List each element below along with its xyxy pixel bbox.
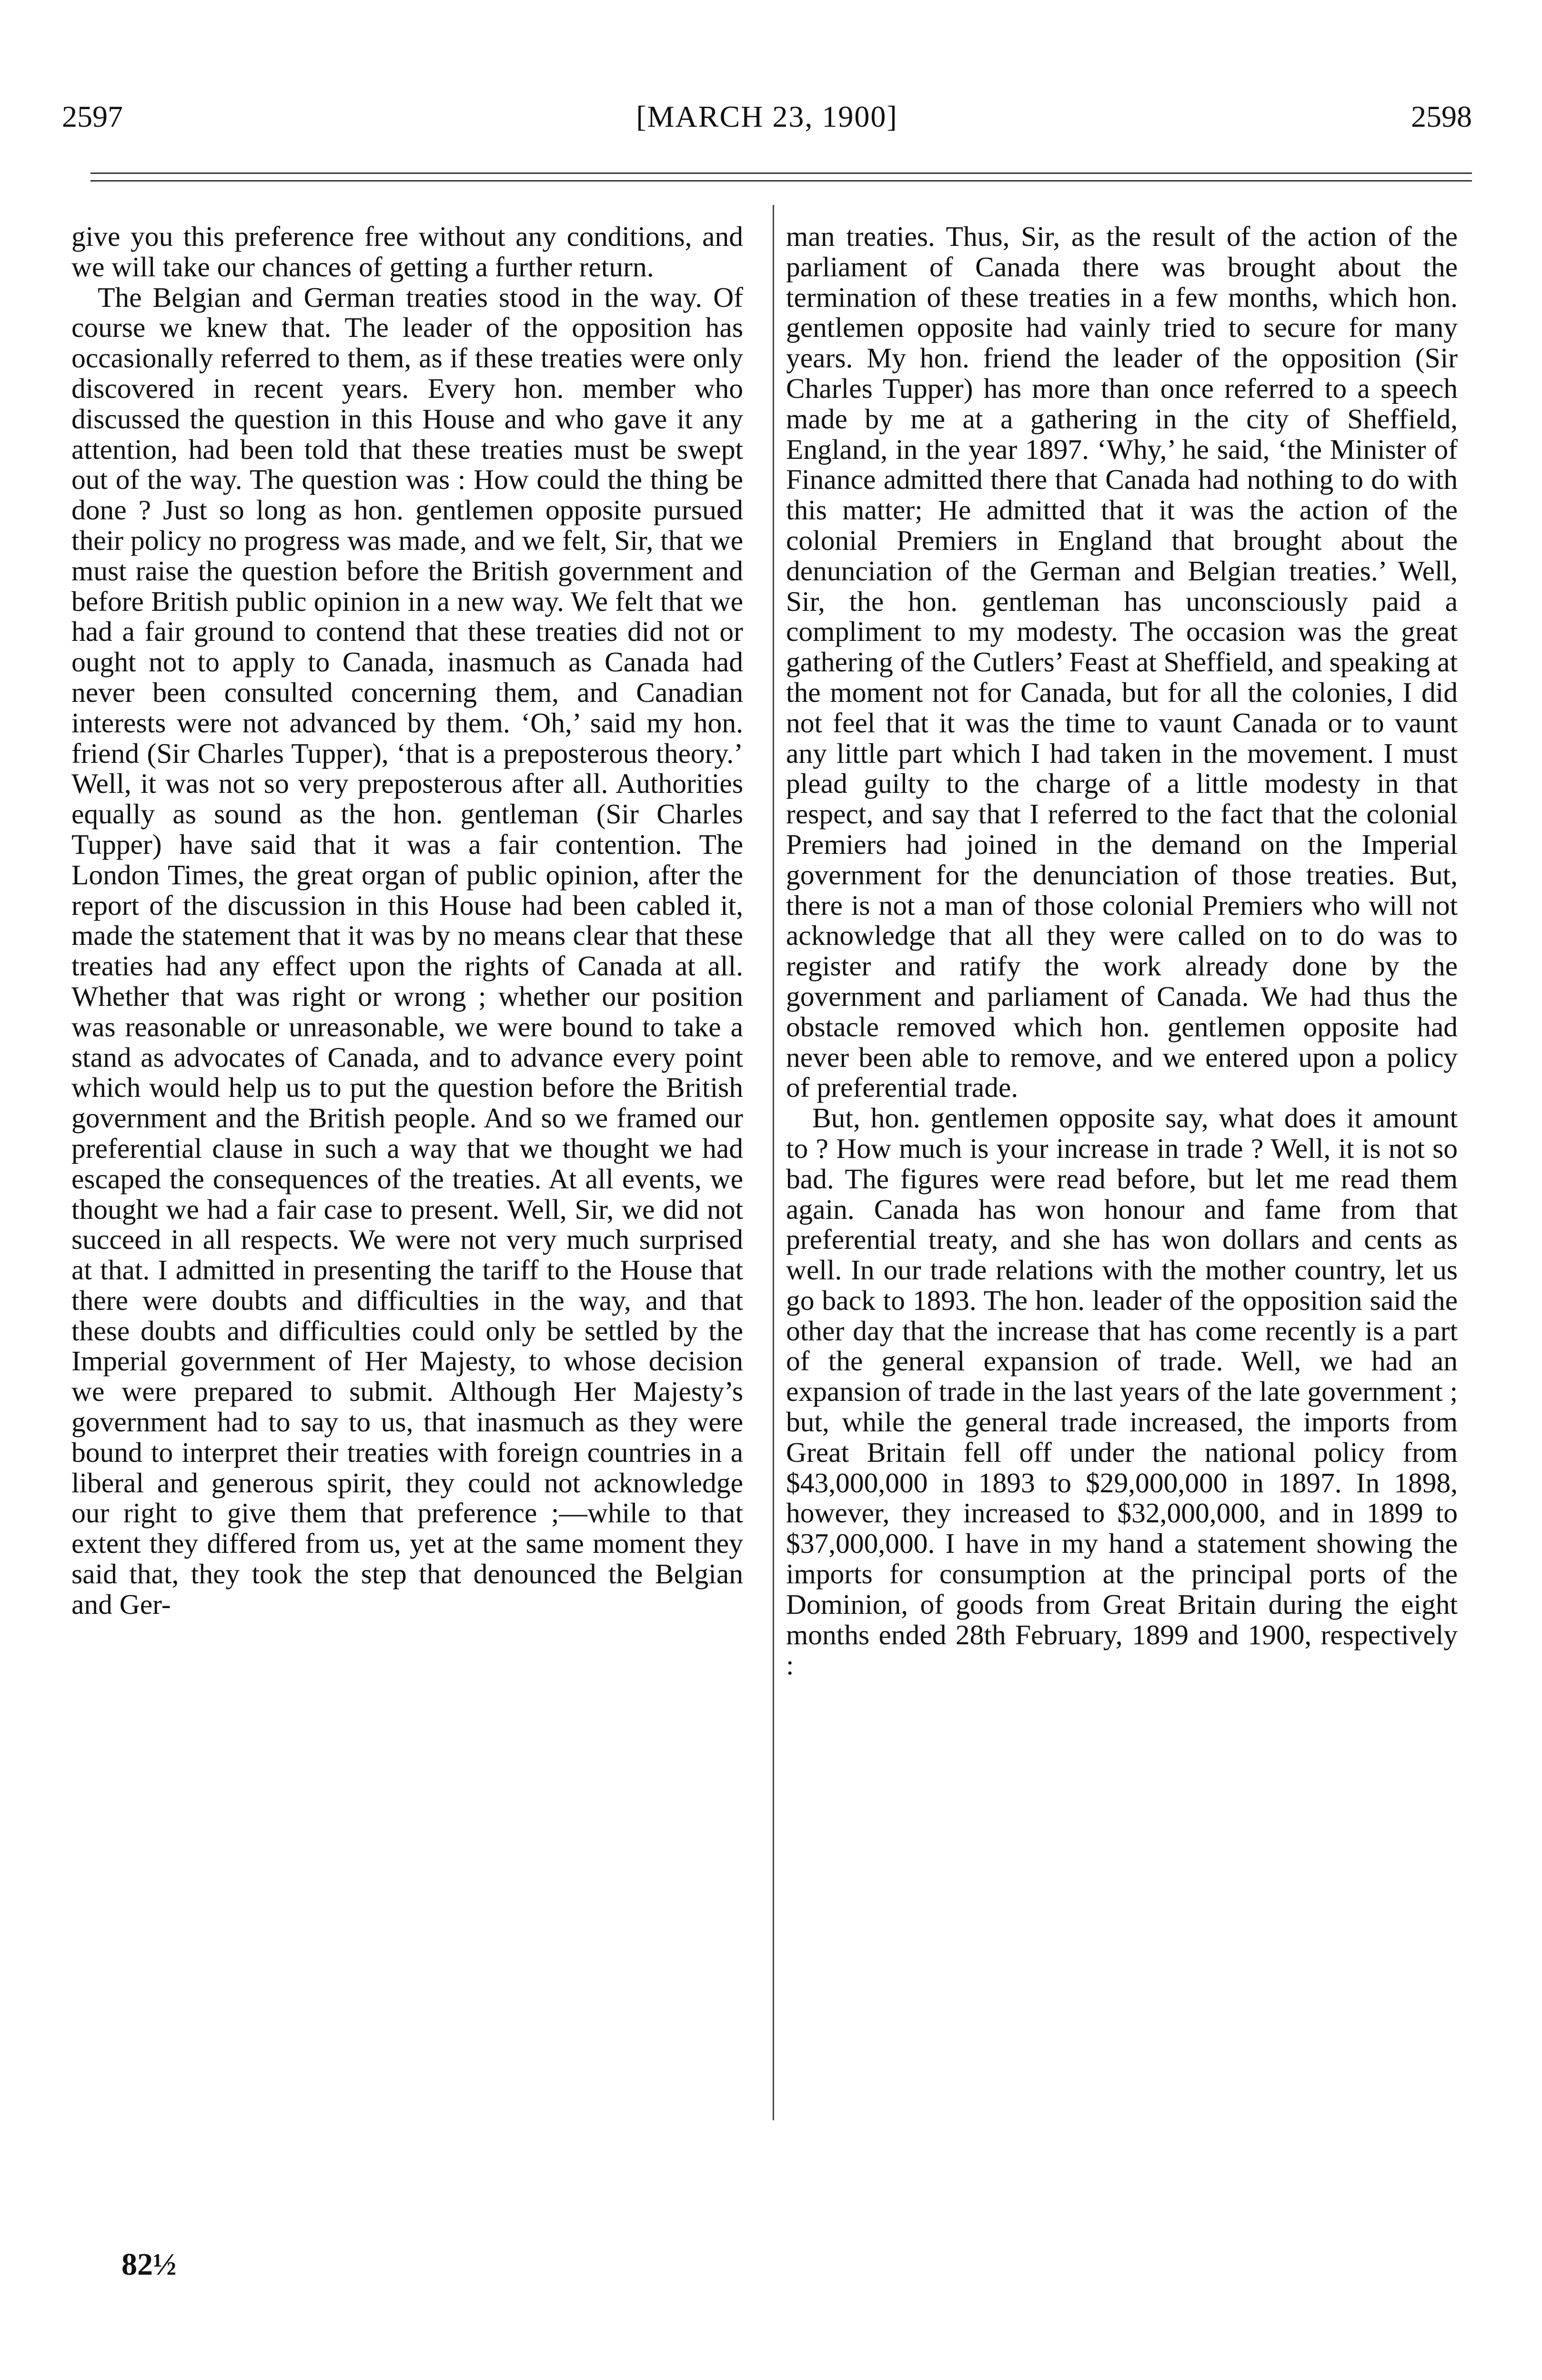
signature-mark: 82½: [121, 2247, 177, 2282]
column-divider: [773, 205, 774, 2120]
right-column: [786, 222, 1458, 1681]
left-page-number: 2597: [62, 100, 123, 133]
right-paragraph-1: man treaties. Thus, Sir, as the result of the action of the parliament of Canada there was brought about the termination of these treaties in a few months, which hon. gentlemen opposite had vainly tried to secure for many years. My hon. friend the leader of the opposition (Sir Charles Tupper) has more than once referred to a speech made by me at a gathering in the city of Sheffield, England, in the year 1897. ‘Why,’ he said, ‘the Minister of Finance admitted there that Canada had nothing to do with this matter; He admitted that it was the action of the colonial Premiers in England that brought about the denunciation of the German and Belgian treaties.’ Well, Sir, the hon. gentleman has unconsciously paid a compliment to my modesty. The occasion was the great gathering of the Cutlers’ Feast at Sheffield, and speaking at the moment not for Canada, but for all the colonies, I did not feel that it was the time to vaunt Canada or to vaunt any little part which I had taken in the movement. I must plead guilty to the charge of a little modesty in that respect, and say that I referred to the fact that the colonial Premiers had joined in the demand on the Imperial government for the denunciation of those treaties. But, there is not a man of those colonial Premiers who will not acknowledge that all they were called on to do was to register and ratify the work already done by the government and parliament of Canada. We had thus the obstacle removed which hon. gentlemen opposite had never been able to remove, and we entered upon a policy of preferential trade.: [786, 221, 1458, 1104]
left-paragraph-1: give you this preference free without any conditions, and we will take our chances of getting a further return.: [71, 221, 743, 283]
left-column: [71, 222, 743, 1620]
header-rule: [91, 172, 1472, 174]
running-head-date: [MARCH 23, 1900]: [636, 100, 898, 133]
right-page-number: 2598: [1411, 100, 1472, 133]
header-rule-double: [91, 180, 1472, 182]
running-head: [62, 95, 1472, 138]
left-paragraph-2: The Belgian and German treaties stood in the way. Of course we knew that. The leader of the opposition has occasionally referred to them, as if these treaties were only discovered in recent years. Every hon. member who discussed the question in this House and who gave it any attention, had been told that these treaties must be swept out of the way. The question was : How could the thing be done ? Just so long as hon. gentlemen opposite pursued their policy no progress was made, and we felt, Sir, that we must raise the question before the British government and before British public opinion in a new way. We felt that we had a fair ground to contend that these treaties did not or ought not to apply to Canada, inasmuch as Canada had never been consulted concerning them, and Canadian interests were not advanced by them. ‘Oh,’ said my hon. friend (Sir Charles Tupper), ‘that is a preposterous theory.’ Well, it was not so very preposterous after all. Authorities equally as sound as the hon. gentleman (Sir Charles Tupper) have said that it was a fair contention. The London Times, the great organ of public opinion, after the report of the discussion in this House had been cabled it, made the statement that it was by no means clear that these treaties had any effect upon the rights of Canada at all. Whether that was right or wrong ; whether our position was reasonable or unreasonable, we were bound to take a stand as advocates of Canada, and to advance every point which would help us to put the question before the British government and the British people. And so we framed our preferential clause in such a way that we thought we had escaped the consequences of the treaties. At all events, we thought we had a fair case to present. Well, Sir, we did not succeed in all respects. We were not very much surprised at that. I admitted in presenting the tariff to the House that there were doubts and difficulties in the way, and that these doubts and difficulties could only be settled by the Imperial government of Her Majesty, to whose decision we were prepared to submit. Although Her Majesty’s government had to say to us, that inasmuch as they were bound to interpret their treaties with foreign countries in a liberal and generous spirit, they could not acknowledge our right to give them that preference ;—while to that extent they differed from us, yet at the same moment they said that, they took the step that denounced the Belgian and Ger-: [71, 281, 743, 1620]
right-paragraph-2: But, hon. gentlemen opposite say, what does it amount to ? How much is your increase in trade ? Well, it is not so bad. The figures were read before, but let me read them again. Canada has won honour and fame from that preferential treaty, and she has won dollars and cents as well. In our trade relations with the mother country, let us go back to 1893. The hon. leader of the opposition said the other day that the increase that has come recently is a part of the general expansion of trade. Well, we had an expansion of trade in the last years of the late government ; but, while the general trade increased, the imports from Great Britain fell off under the national policy from $43,000,000 in 1893 to $29,000,000 in 1897. In 1898, however, they increased to $32,000,000, and in 1899 to $37,000,000. I have in my hand a statement showing the imports for consumption at the principal ports of the Dominion, of goods from Great Britain during the eight months ended 28th February, 1899 and 1900, respectively :: [786, 1102, 1458, 1681]
